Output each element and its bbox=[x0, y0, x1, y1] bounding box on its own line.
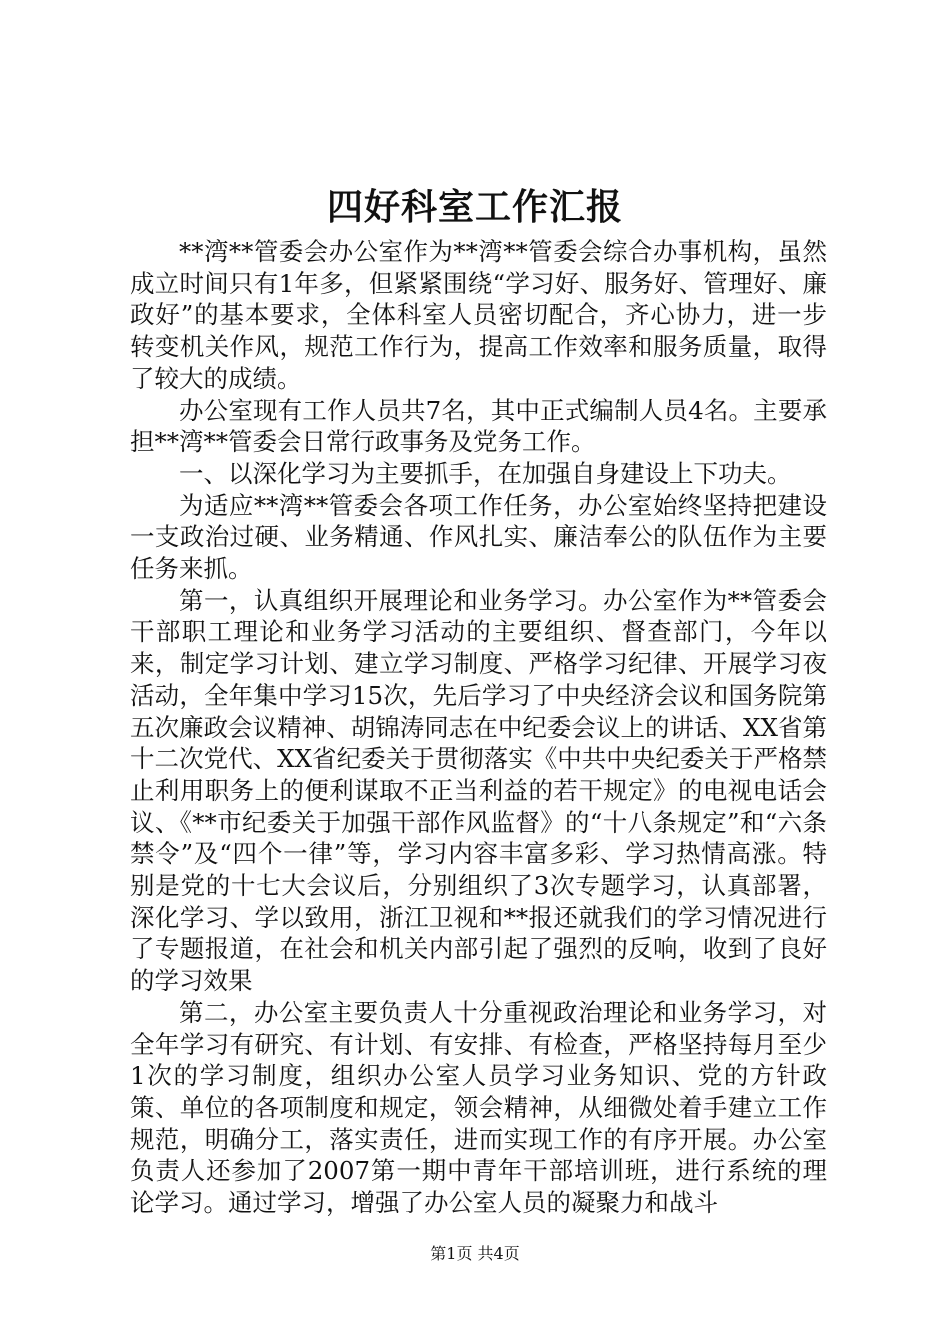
document-body bbox=[130, 236, 827, 1219]
page-footer: 第1页 共4页 bbox=[430, 1244, 520, 1263]
paragraph-first-point: 第一，认真组织开展理论和业务学习。办公室作为**管委会干部职工理论和业务学习活动的主要组织、督查部门，今年以来，制定学习计划、建立学习制度、严格学习纪律、开展学习夜活动，全年集中学习15次，先后学习了中央经济会议和国务院第五次廉政会议精神、胡锦涛同志在中纪委会议上的讲话、XX省第十二次党代、XX省纪委关于贯彻落实《中共中央纪委关于严格禁止利用职务上的便利谋取不正当利益的若干规定》的电视电话会议、《**市纪委关于加强干部作风监督》的“十八条规定”和“六条禁令”及“四个一律”等，学习内容丰富多彩、学习热情高涨。特别是党的十七大会议后，分别组织了3次专题学习，认真部署，深化学习、学以致用，浙江卫视和**报还就我们的学习情况进行了专题报道，在社会和机关内部引起了强烈的反响，收到了良好的学习效果 bbox=[130, 585, 827, 996]
paragraph-staff: 办公室现有工作人员共7名，其中正式编制人员4名。主要承担**湾**管委会日常行政事务及党务工作。 bbox=[130, 395, 827, 457]
paragraph-team-building: 为适应**湾**管委会各项工作任务，办公室始终坚持把建设一支政治过硬、业务精通、作风扎实、廉洁奉公的队伍作为主要任务来抓。 bbox=[130, 490, 827, 584]
paragraph-intro: **湾**管委会办公室作为**湾**管委会综合办事机构，虽然成立时间只有1年多，但紧紧围绕“学习好、服务好、管理好、廉政好”的基本要求，全体科室人员密切配合，齐心协力，进一步转变机关作风，规范工作行为，提高工作效率和服务质量，取得了较大的成绩。 bbox=[130, 237, 827, 393]
document-title: 四好科室工作汇报 bbox=[326, 186, 623, 228]
paragraph-second-point: 第二，办公室主要负责人十分重视政治理论和业务学习，对全年学习有研究、有计划、有安排、有检查，严格坚持每月至少1次的学习制度，组织办公室人员学习业务知识、党的方针政策、单位的各项制度和规定，领会精神，从细微处着手建立工作规范，明确分工，落实责任，进而实现工作的有序开展。办公室负责人还参加了2007第一期中青年干部培训班，进行系统的理论学习。通过学习，增强了办公室人员的凝聚力和战斗 bbox=[130, 997, 827, 1218]
section-heading-1: 一、以深化学习为主要抓手，在加强自身建设上下功夫。 bbox=[179, 458, 792, 488]
